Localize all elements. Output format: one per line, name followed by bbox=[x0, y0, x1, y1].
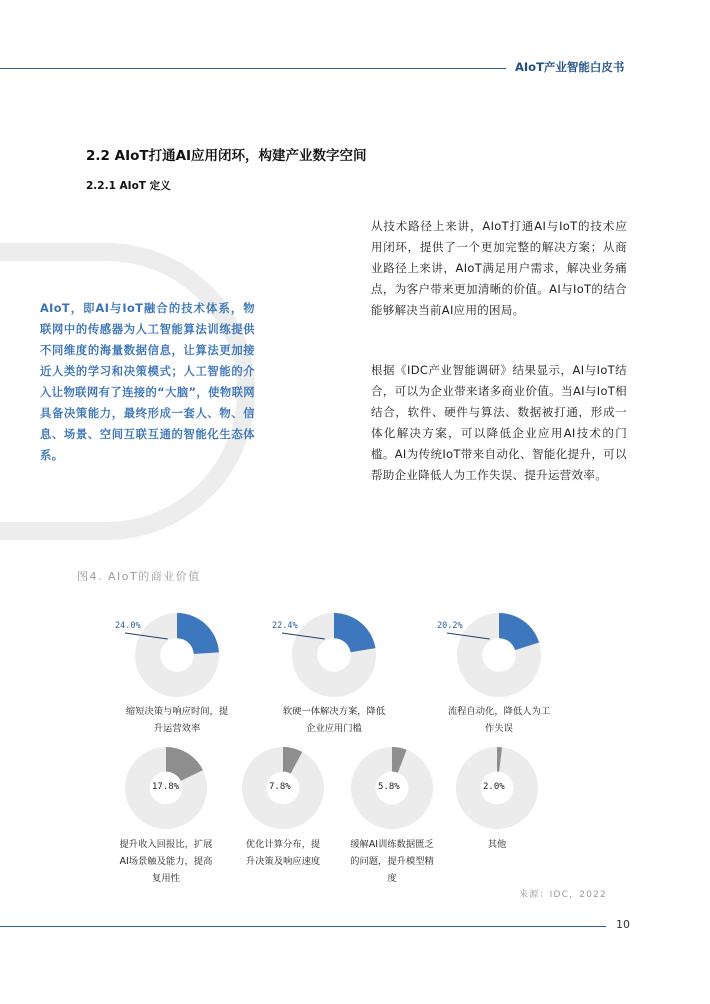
pie-percent-label: 2.0% bbox=[483, 782, 505, 792]
figure-title: 图4. AIoT的商业价值 bbox=[77, 570, 201, 583]
footer-rule bbox=[0, 926, 606, 927]
pie-chart bbox=[119, 747, 213, 884]
pie-hole bbox=[160, 638, 194, 672]
pie-caption: 提升收入回报比，扩展AI场景触及能力，提高复用性 bbox=[119, 839, 213, 884]
pie-caption: 优化计算分布，提升决策及响应速度 bbox=[245, 839, 321, 867]
header-rule bbox=[0, 68, 506, 69]
subsection-heading: 2.2.1 AIoT 定义 bbox=[86, 180, 171, 192]
pie-caption: 其他 bbox=[487, 839, 507, 850]
pie-svg bbox=[135, 613, 219, 697]
body-paragraph-1: 从技术路径上来讲，AIoT打通AI与IoT的技术应用闭环，提供了一个更加完整的解决方案；从商业路径上来讲，AIoT满足用户需求，解决业务痛点，为客户带来更加清晰的价值。AI与IoT的结合能够解决当前AI应用的困局。 bbox=[371, 219, 627, 317]
pie-chart bbox=[115, 613, 229, 734]
pie-percent-label: 5.8% bbox=[378, 782, 400, 792]
pie-svg bbox=[292, 613, 376, 697]
pie-hole bbox=[482, 638, 516, 672]
pie-chart bbox=[272, 613, 386, 734]
pie-caption: 流程自动化，降低人为工作失误 bbox=[447, 706, 551, 734]
definition-callout: AIoT，即AI与IoT融合的技术体系，物联网中的传感器为人工智能算法训练提供不同维度的海量数据信息，让算法更加接近人类的学习和决策模式；人工智能的介入让物联网有了连接的“大脑”，使物联网具备决策能力，最终形成一套人、物、信息、场景、空间互联互通的智能化生态体系。 bbox=[40, 302, 255, 462]
pie-hole bbox=[317, 638, 351, 672]
pie-caption: 缩短决策与响应时间，提升运营效率 bbox=[125, 706, 229, 734]
pie-percent-label: 17.8% bbox=[152, 782, 180, 792]
body-paragraph-2: 根据《IDC产业智能调研》结果显示，AI与IoT结合，可以为企业带来诸多商业价值。当AI与IoT相结合，软件、硬件与算法、数据被打通，形成一体化解决方案，可以降低企业应用AI技术的门槛。AI为传统IoT带来自动化、智能化提升，可以帮助企业降低人为工作失误、提升运营效率。 bbox=[371, 363, 627, 482]
pie-chart bbox=[437, 613, 551, 734]
pie-svg bbox=[457, 613, 541, 697]
pie-chart bbox=[456, 747, 538, 850]
pie-percent-label: 7.8% bbox=[269, 782, 291, 792]
pie-percent-label: 24.0% bbox=[115, 621, 141, 631]
pie-percent-label: 22.4% bbox=[272, 621, 298, 631]
section-heading: 2.2 AIoT打通AI应用闭环，构建产业数字空间 bbox=[86, 148, 367, 164]
pie-percent-label: 20.2% bbox=[437, 621, 463, 631]
header-title: AIoT产业智能白皮书 bbox=[515, 60, 625, 74]
pie-chart bbox=[242, 747, 324, 867]
page-number: 10 bbox=[616, 918, 630, 931]
pie-caption: 缓解AI训练数据匮乏的问题，提升模型精度 bbox=[350, 839, 434, 884]
pie-caption: 软硬一体解决方案，降低企业应用门槛 bbox=[282, 706, 386, 734]
figure-source: 来源：IDC，2022 bbox=[519, 890, 607, 900]
pie-chart bbox=[350, 747, 434, 884]
